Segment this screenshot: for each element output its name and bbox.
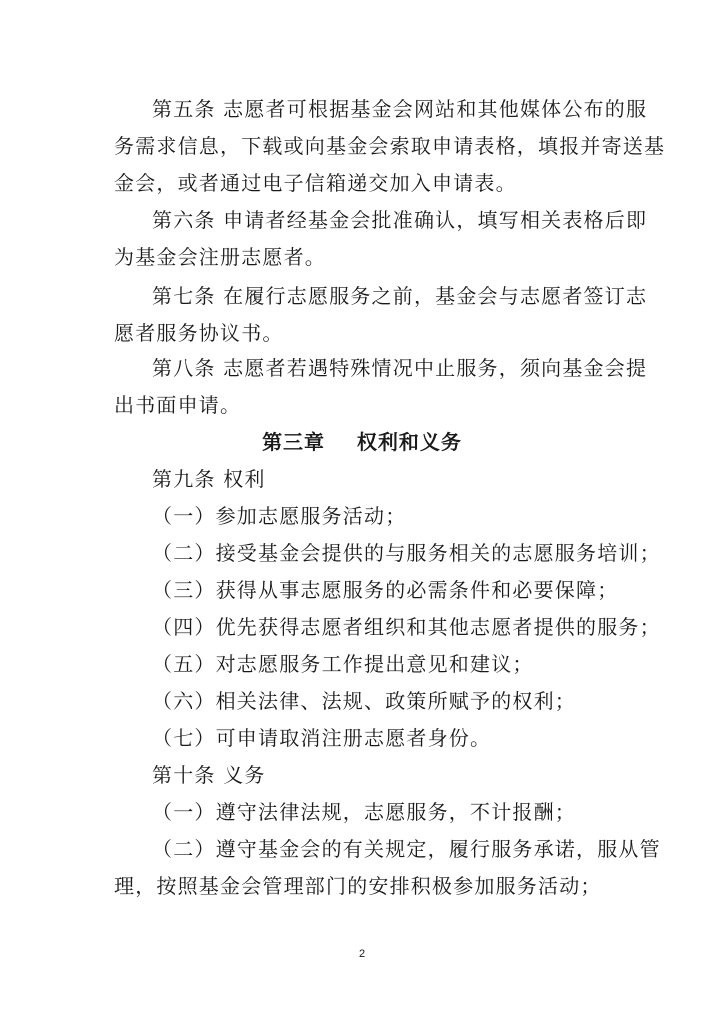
rights-item-2: （二）接受基金会提供的与服务相关的志愿服务培训； bbox=[152, 541, 661, 565]
article-5-line-1: 第五条 志愿者可根据基金会网站和其他媒体公布的服 bbox=[152, 97, 648, 121]
article-6-line-2: 为基金会注册志愿者。 bbox=[114, 245, 326, 269]
rights-item-4: （四）优先获得志愿者组织和其他志愿者提供的服务； bbox=[152, 615, 661, 639]
duties-item-1: （一）遵守法律法规，志愿服务，不计报酬； bbox=[152, 800, 576, 824]
rights-item-1: （一）参加志愿服务活动； bbox=[152, 504, 407, 528]
rights-item-5: （五）对志愿服务工作提出意见和建议； bbox=[152, 652, 534, 676]
rights-item-3: （三）获得从事志愿服务的必需条件和必要保障； bbox=[152, 578, 619, 602]
article-7-line-1: 第七条 在履行志愿服务之前，基金会与志愿者签订志 bbox=[152, 284, 648, 308]
rights-item-7: （七）可申请取消注册志愿者身份。 bbox=[152, 726, 492, 750]
duties-item-2-line-2: 理，按照基金会管理部门的安排积极参加服务活动； bbox=[114, 874, 602, 898]
rights-item-6: （六）相关法律、法规、政策所赋予的权利； bbox=[152, 689, 576, 713]
article-5-line-2: 务需求信息，下载或向基金会索取申请表格，填报并寄送基 bbox=[114, 134, 666, 158]
article-7-line-2: 愿者服务协议书。 bbox=[114, 321, 284, 345]
article-9-title: 第九条 权利 bbox=[152, 467, 266, 491]
article-8-line-1: 第八条 志愿者若遇特殊情况中止服务，须向基金会提 bbox=[152, 356, 648, 380]
page-number: 2 bbox=[358, 948, 366, 960]
article-5-line-3: 金会，或者通过电子信箱递交加入申请表。 bbox=[114, 171, 517, 195]
article-6-line-1: 第六条 申请者经基金会批准确认，填写相关表格后即 bbox=[152, 208, 648, 232]
article-8-line-2: 出书面申请。 bbox=[114, 393, 242, 417]
article-10-title: 第十条 义务 bbox=[152, 763, 266, 787]
chapter-heading: 第三章 权利和义务 bbox=[262, 430, 462, 454]
duties-item-2-line-1: （二）遵守基金会的有关规定，履行服务承诺，服从管 bbox=[152, 837, 661, 861]
